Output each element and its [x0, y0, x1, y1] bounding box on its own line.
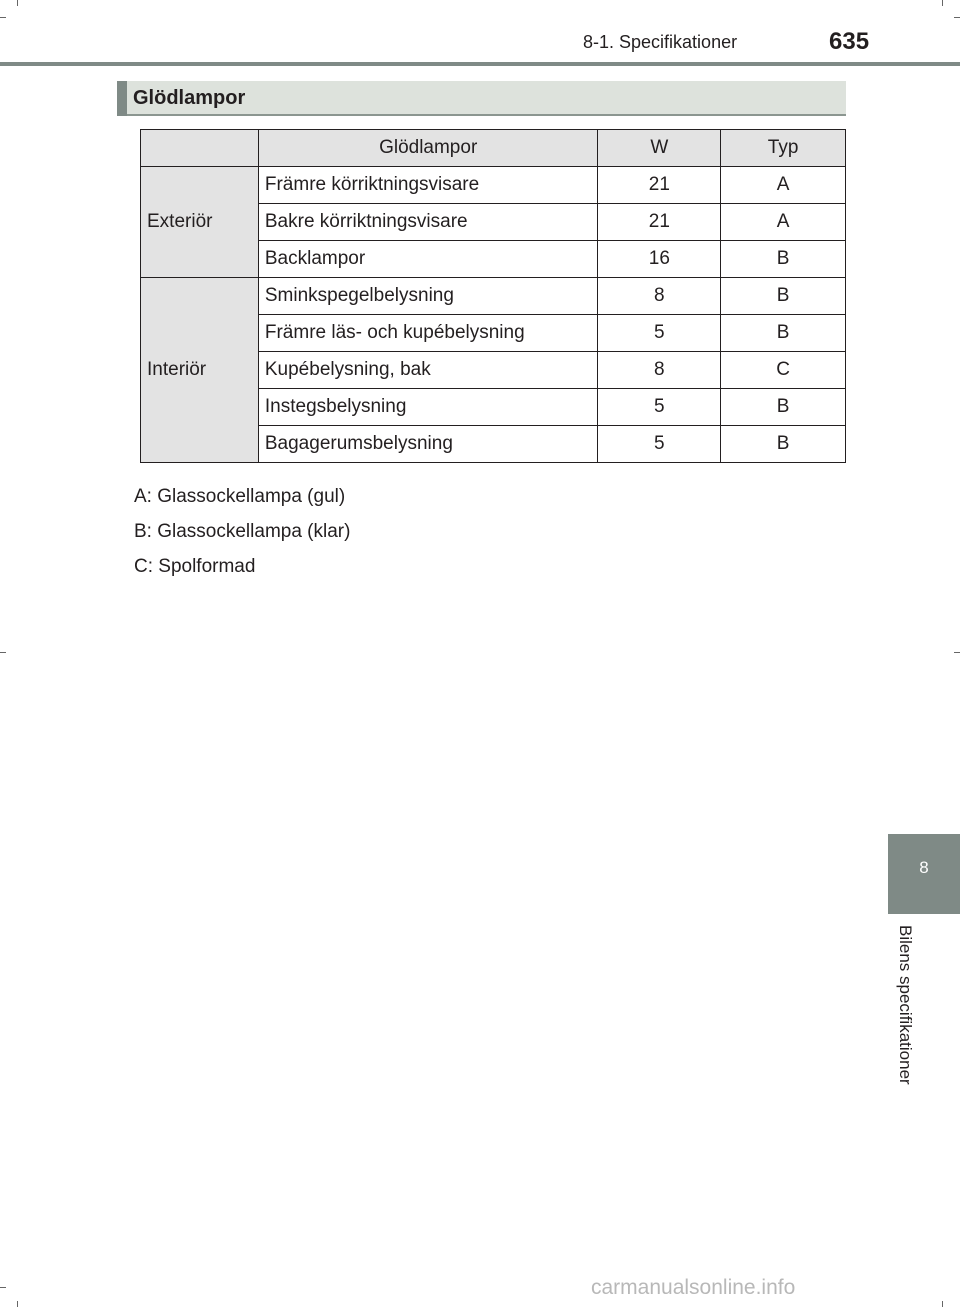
section-title: Glödlampor	[133, 87, 246, 109]
group-label-interior: Interiör	[141, 278, 259, 463]
legend-item-c: C: Spolformad	[134, 556, 256, 577]
crop-mark	[954, 652, 960, 653]
crop-mark	[0, 17, 6, 18]
chapter-tab	[888, 834, 960, 914]
bulb-type: B	[721, 278, 846, 315]
group-label-exterior: Exteriör	[141, 167, 259, 278]
table-row	[141, 167, 846, 204]
table-header-cell	[141, 130, 259, 167]
table-header-cell: W	[598, 130, 721, 167]
bulb-table	[140, 129, 846, 463]
bulb-type: B	[721, 315, 846, 352]
chapter-number: 8	[919, 858, 929, 877]
bulb-wattage: 5	[598, 315, 721, 352]
bulb-name: Främre läs- och kupébelysning	[258, 315, 598, 352]
watermark: carmanualsonline.info	[591, 1276, 796, 1299]
bulb-wattage: 5	[598, 426, 721, 463]
bulb-name: Bagagerumsbelysning	[258, 426, 598, 463]
bulb-name: Kupébelysning, bak	[258, 352, 598, 389]
bulb-wattage: 5	[598, 389, 721, 426]
bulb-type: B	[721, 241, 846, 278]
section-heading	[117, 81, 846, 116]
bulb-name: Backlampor	[258, 241, 598, 278]
table-header-row	[141, 130, 846, 167]
page-number: 635	[829, 28, 870, 55]
bulb-wattage: 21	[598, 167, 721, 204]
legend-item-b: B: Glassockellampa (klar)	[134, 521, 351, 542]
table-header-cell: Glödlampor	[258, 130, 598, 167]
bulb-type: B	[721, 389, 846, 426]
bulb-wattage: 16	[598, 241, 721, 278]
bulb-type: C	[721, 352, 846, 389]
crop-mark	[942, 1301, 943, 1307]
bulb-name: Främre körriktningsvisare	[258, 167, 598, 204]
bulb-type: B	[721, 426, 846, 463]
bulb-wattage: 8	[598, 352, 721, 389]
bulb-type: A	[721, 204, 846, 241]
table-row	[141, 278, 846, 315]
bulb-wattage: 8	[598, 278, 721, 315]
bulb-name: Bakre körriktningsvisare	[258, 204, 598, 241]
crop-mark	[954, 17, 960, 18]
crop-mark	[0, 652, 6, 653]
bulb-type: A	[721, 167, 846, 204]
crop-mark	[0, 1287, 6, 1288]
header-section-title: 8-1. Specifikationer	[583, 32, 738, 52]
crop-mark	[17, 0, 18, 6]
bulb-name: Instegsbelysning	[258, 389, 598, 426]
legend-item-a: A: Glassockellampa (gul)	[134, 486, 346, 507]
bulb-name: Sminkspegelbelysning	[258, 278, 598, 315]
crop-mark	[942, 0, 943, 6]
table-header-cell: Typ	[721, 130, 846, 167]
header-rule	[0, 62, 960, 66]
bulb-wattage: 21	[598, 204, 721, 241]
section-heading-bar	[117, 81, 127, 116]
crop-mark	[17, 1301, 18, 1307]
chapter-label: Bilens specifikationer	[896, 925, 915, 1085]
